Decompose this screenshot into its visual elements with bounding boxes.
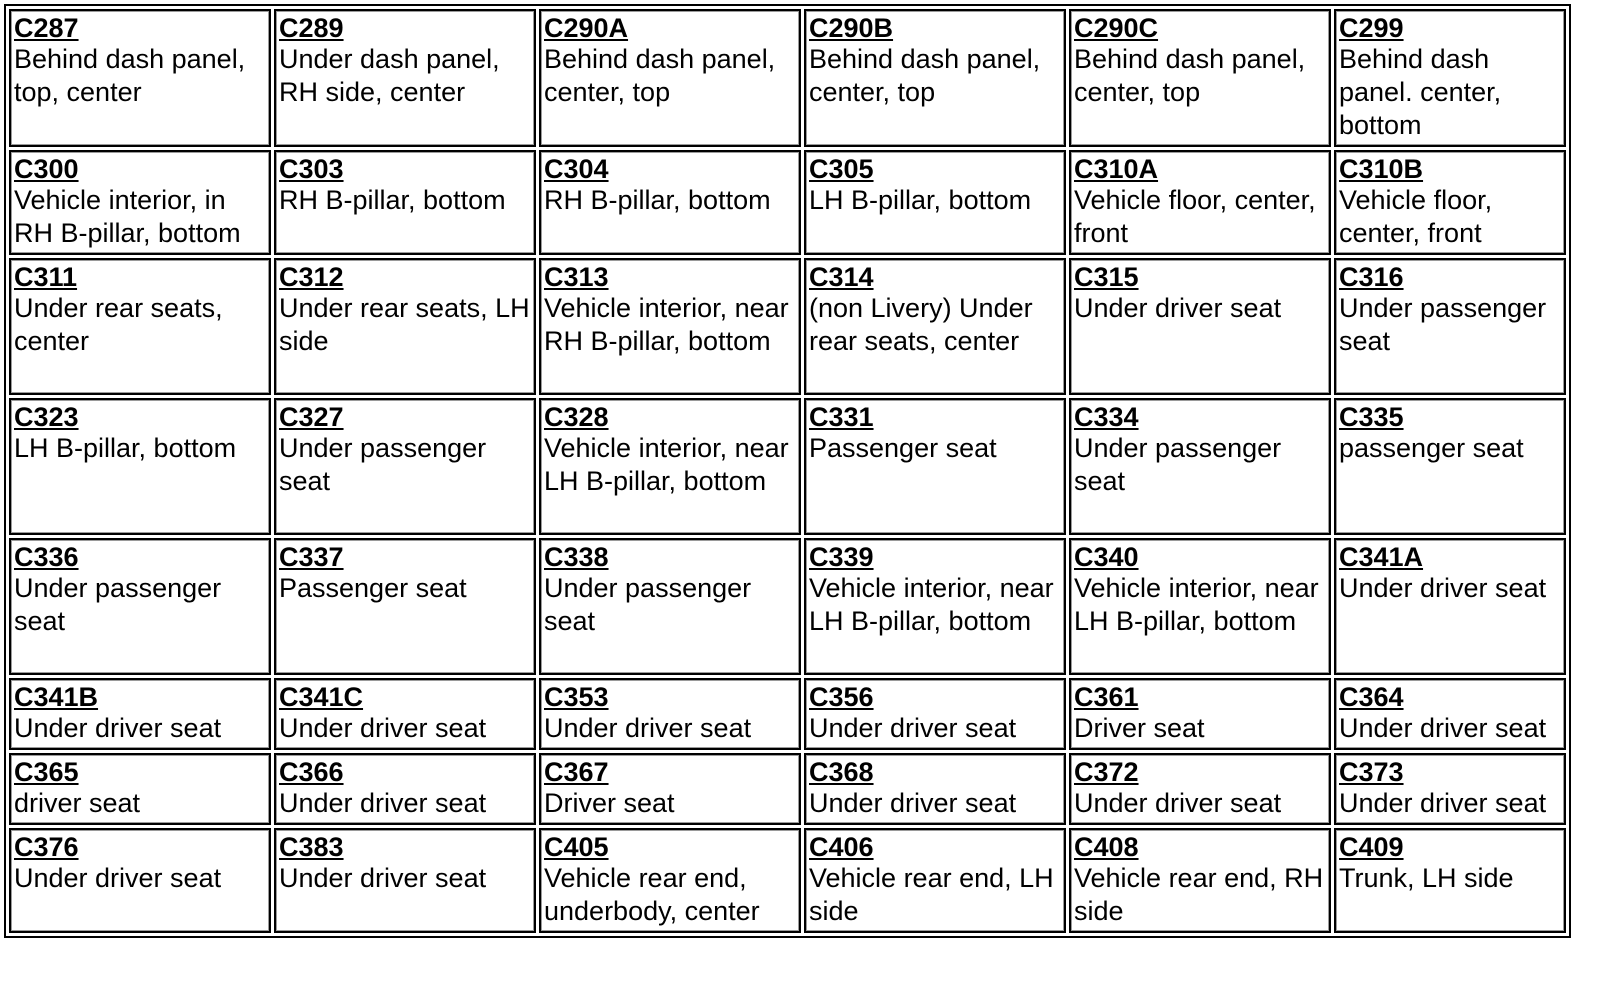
table-cell: [804, 398, 1066, 535]
table-cell: [1334, 258, 1566, 395]
connector-location: Vehicle interior, near LH B-pillar, bottom: [544, 433, 789, 496]
connector-id: C409: [1339, 832, 1404, 862]
connector-id: C368: [809, 757, 874, 787]
table-cell: [539, 753, 801, 825]
connector-location: Under driver seat: [1074, 788, 1282, 818]
table-cell: [804, 150, 1066, 255]
connector-id: C340: [1074, 542, 1139, 572]
table-cell: [539, 538, 801, 675]
connector-location: Under driver seat: [279, 863, 487, 893]
connector-id: C341A: [1339, 542, 1424, 572]
table-cell: [539, 678, 801, 750]
connector-location: Vehicle rear end, underbody, center: [544, 863, 760, 926]
connector-id: C335: [1339, 402, 1404, 432]
connector-id: C314: [809, 262, 874, 292]
connector-id: C303: [279, 154, 344, 184]
connector-id: C339: [809, 542, 874, 572]
connector-id: C366: [279, 757, 344, 787]
connector-location: Vehicle floor, center, front: [1074, 185, 1316, 248]
connector-id: C408: [1074, 832, 1139, 862]
table-row: [9, 753, 1566, 825]
table-cell: [1334, 753, 1566, 825]
table-row: [9, 678, 1566, 750]
connector-id: C383: [279, 832, 344, 862]
connector-id: C316: [1339, 262, 1404, 292]
table-cell: [804, 678, 1066, 750]
connector-id: C331: [809, 402, 874, 432]
table-cell: [274, 678, 536, 750]
table-cell: [1334, 678, 1566, 750]
connector-location: Behind dash panel, center, top: [809, 44, 1041, 107]
table-cell: [1334, 538, 1566, 675]
table-cell: [9, 828, 271, 933]
connector-id: C310B: [1339, 154, 1424, 184]
table-cell: [1334, 398, 1566, 535]
table-cell: [9, 398, 271, 535]
connector-id: C376: [14, 832, 79, 862]
table-cell: [539, 828, 801, 933]
connector-id: C406: [809, 832, 874, 862]
table-cell: [1069, 258, 1331, 395]
connector-location: passenger seat: [1339, 433, 1524, 463]
connector-location: Vehicle interior, near LH B-pillar, bottom: [809, 573, 1054, 636]
table-cell: [274, 150, 536, 255]
connector-id: C337: [279, 542, 344, 572]
connector-id: C336: [14, 542, 79, 572]
connector-id: C299: [1339, 13, 1404, 43]
connector-id: C313: [544, 262, 609, 292]
table-cell: [274, 828, 536, 933]
connector-location: Vehicle interior, near LH B-pillar, bottom: [1074, 573, 1319, 636]
connector-location: Driver seat: [1074, 713, 1205, 743]
table-cell: [9, 258, 271, 395]
connector-id: C361: [1074, 682, 1139, 712]
table-cell: [1069, 398, 1331, 535]
connector-location: Vehicle interior, in RH B-pillar, bottom: [14, 185, 241, 248]
connector-location: RH B-pillar, bottom: [544, 185, 771, 215]
table-cell: [274, 9, 536, 147]
connector-location: Under dash panel, RH side, center: [279, 44, 500, 107]
connector-location: RH B-pillar, bottom: [279, 185, 506, 215]
table-cell: [1069, 150, 1331, 255]
connector-location: Under passenger seat: [279, 433, 487, 496]
connector-id: C300: [14, 154, 79, 184]
connector-location: Behind dash panel. center, bottom: [1339, 44, 1502, 140]
connector-id: C334: [1074, 402, 1139, 432]
table-cell: [9, 150, 271, 255]
table-cell: [804, 9, 1066, 147]
connector-id: C310A: [1074, 154, 1159, 184]
connector-location: Under passenger seat: [1074, 433, 1282, 496]
connector-location: Vehicle rear end, RH side: [1074, 863, 1324, 926]
connector-location: Under driver seat: [1339, 713, 1547, 743]
connector-location: Under driver seat: [544, 713, 752, 743]
table-row: [9, 258, 1566, 395]
connector-location: driver seat: [14, 788, 141, 818]
connector-location: Vehicle interior, near RH B-pillar, bottom: [544, 293, 789, 356]
connector-location: (non Livery) Under rear seats, center: [809, 293, 1033, 356]
connector-id: C290B: [809, 13, 894, 43]
table-cell: [1069, 9, 1331, 147]
connector-id: C367: [544, 757, 609, 787]
table-row: [9, 9, 1566, 147]
connector-location: Under driver seat: [279, 713, 487, 743]
table-cell: [1334, 9, 1566, 147]
connector-location: Under rear seats, LH side: [279, 293, 530, 356]
connector-id: C289: [279, 13, 344, 43]
connector-location: Vehicle floor, center, front: [1339, 185, 1493, 248]
connector-id: C353: [544, 682, 609, 712]
connector-location: Under passenger seat: [1339, 293, 1547, 356]
connector-location: LH B-pillar, bottom: [809, 185, 1032, 215]
connector-id: C365: [14, 757, 79, 787]
table-cell: [804, 258, 1066, 395]
table-cell: [804, 753, 1066, 825]
connector-location: Behind dash panel, center, top: [1074, 44, 1306, 107]
connector-id: C328: [544, 402, 609, 432]
table-cell: [1069, 678, 1331, 750]
connector-id: C311: [14, 262, 78, 292]
connector-id: C323: [14, 402, 79, 432]
connector-id: C338: [544, 542, 609, 572]
table-cell: [274, 398, 536, 535]
connector-location: Under driver seat: [14, 863, 222, 893]
connector-id: C372: [1074, 757, 1139, 787]
table-cell: [1334, 150, 1566, 255]
connector-id: C312: [279, 262, 344, 292]
table-cell: [1334, 828, 1566, 933]
table-row: [9, 398, 1566, 535]
connector-id: C305: [809, 154, 874, 184]
table-cell: [539, 258, 801, 395]
connector-location: Behind dash panel, center, top: [544, 44, 776, 107]
connector-id: C290C: [1074, 13, 1159, 43]
connector-location: Trunk, LH side: [1339, 863, 1514, 893]
table-cell: [274, 753, 536, 825]
table-cell: [1069, 753, 1331, 825]
table-cell: [804, 538, 1066, 675]
connector-id: C341B: [14, 682, 99, 712]
table-cell: [1069, 538, 1331, 675]
table-cell: [274, 258, 536, 395]
table-cell: [9, 538, 271, 675]
connector-location: Under passenger seat: [14, 573, 222, 636]
connector-location-table: [4, 4, 1571, 938]
connector-location: Passenger seat: [809, 433, 997, 463]
connector-id: C405: [544, 832, 609, 862]
connector-location: Driver seat: [544, 788, 675, 818]
table-cell: [539, 398, 801, 535]
connector-location: Under driver seat: [279, 788, 487, 818]
table-cell: [9, 9, 271, 147]
table-cell: [539, 9, 801, 147]
connector-id: C341C: [279, 682, 364, 712]
connector-location: Passenger seat: [279, 573, 467, 603]
connector-location: Under driver seat: [1339, 788, 1547, 818]
connector-id: C304: [544, 154, 609, 184]
connector-location: Under driver seat: [809, 713, 1017, 743]
table-row: [9, 150, 1566, 255]
table-cell: [539, 150, 801, 255]
connector-location: Under rear seats, center: [14, 293, 223, 356]
connector-id: C356: [809, 682, 874, 712]
connector-id: C290A: [544, 13, 629, 43]
connector-id: C364: [1339, 682, 1404, 712]
connector-id: C327: [279, 402, 344, 432]
connector-location: Under driver seat: [14, 713, 222, 743]
connector-location: Under driver seat: [809, 788, 1017, 818]
connector-location: Under driver seat: [1074, 293, 1282, 323]
table-cell: [9, 753, 271, 825]
connector-location: Behind dash panel, top, center: [14, 44, 246, 107]
table-cell: [9, 678, 271, 750]
table-cell: [804, 828, 1066, 933]
connector-location: Under passenger seat: [544, 573, 752, 636]
connector-location: Vehicle rear end, LH side: [809, 863, 1054, 926]
table-row: [9, 538, 1566, 675]
connector-id: C315: [1074, 262, 1139, 292]
connector-location: Under driver seat: [1339, 573, 1547, 603]
connector-location-grid: [4, 4, 1564, 938]
table-row: [9, 828, 1566, 933]
connector-location: LH B-pillar, bottom: [14, 433, 237, 463]
connector-id: C287: [14, 13, 79, 43]
connector-id: C373: [1339, 757, 1404, 787]
table-cell: [274, 538, 536, 675]
table-cell: [1069, 828, 1331, 933]
